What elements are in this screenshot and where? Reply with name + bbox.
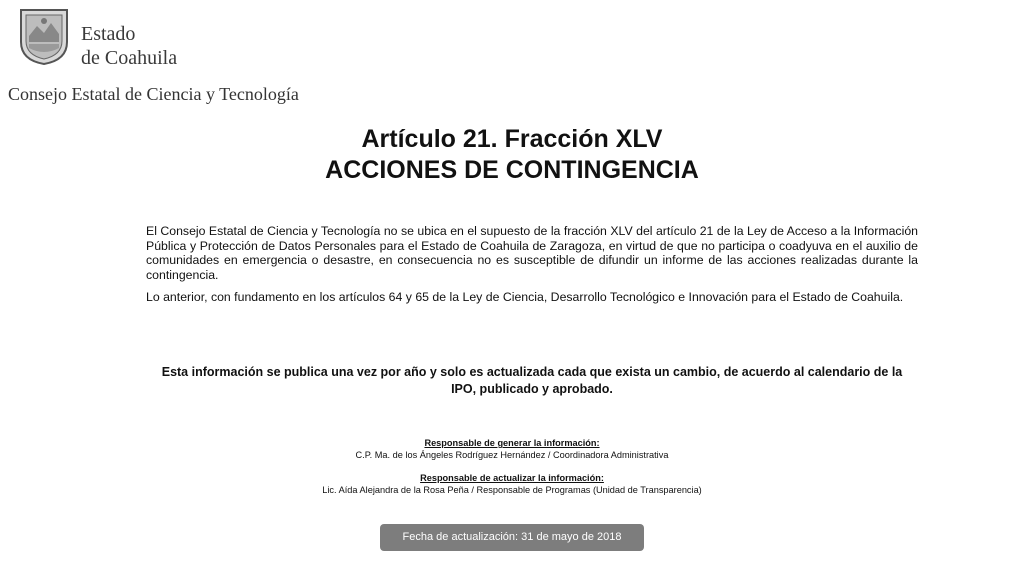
paragraph-2: Lo anterior, con fundamento en los artículos 64 y 65 de la Ley de Ciencia, Desarrollo Tecnológico e Innovación para el Estado de Coahuila. (146, 290, 904, 304)
generate-value: C.P. Ma. de los Ángeles Rodríguez Hernández / Coordinadora Administrativa (355, 450, 669, 460)
state-name (81, 22, 177, 70)
body-text (146, 224, 918, 313)
coat-of-arms-icon (17, 6, 71, 66)
page-title (0, 124, 1024, 186)
title-line2: ACCIONES DE CONTINGENCIA (325, 156, 699, 184)
publication-notice: Esta información se publica una vez por año y solo es actualizada cada que exista un cambio, de acuerdo al calendario de la IPO, publicado y aprobado. (161, 365, 903, 396)
update-date-bar: Fecha de actualización: 31 de mayo de 2018 (380, 524, 644, 551)
state-name-line2: de Coahuila (81, 47, 178, 69)
title-line1: Artículo 21. Fracción XLV (361, 125, 663, 153)
council-name: Consejo Estatal de Ciencia y Tecnología (8, 84, 299, 104)
generate-label: Responsable de generar la información: (424, 438, 600, 448)
responsible-section (150, 437, 874, 496)
header (0, 0, 360, 120)
state-name-line1: Estado (81, 23, 136, 45)
update-value: Lic. Aída Alejandra de la Rosa Peña / Responsable de Programas (Unidad de Transparencia) (322, 485, 702, 495)
update-label: Responsable de actualizar la información: (420, 473, 604, 483)
paragraph-1: El Consejo Estatal de Ciencia y Tecnología no se ubica en el supuesto de la fracción XLV del artículo 21 de la Ley de Acceso a la Información Pública y Protección de Datos Personales para el Estado de Coahuila de Zaragoza, en virtud de que no participa o coadyuva en el auxilio de comunidades en emergencia o desastre, en consecuencia no es susceptible de difundir un informe de las acciones realizadas durante la contingencia. (146, 224, 918, 282)
spacer (150, 461, 874, 472)
